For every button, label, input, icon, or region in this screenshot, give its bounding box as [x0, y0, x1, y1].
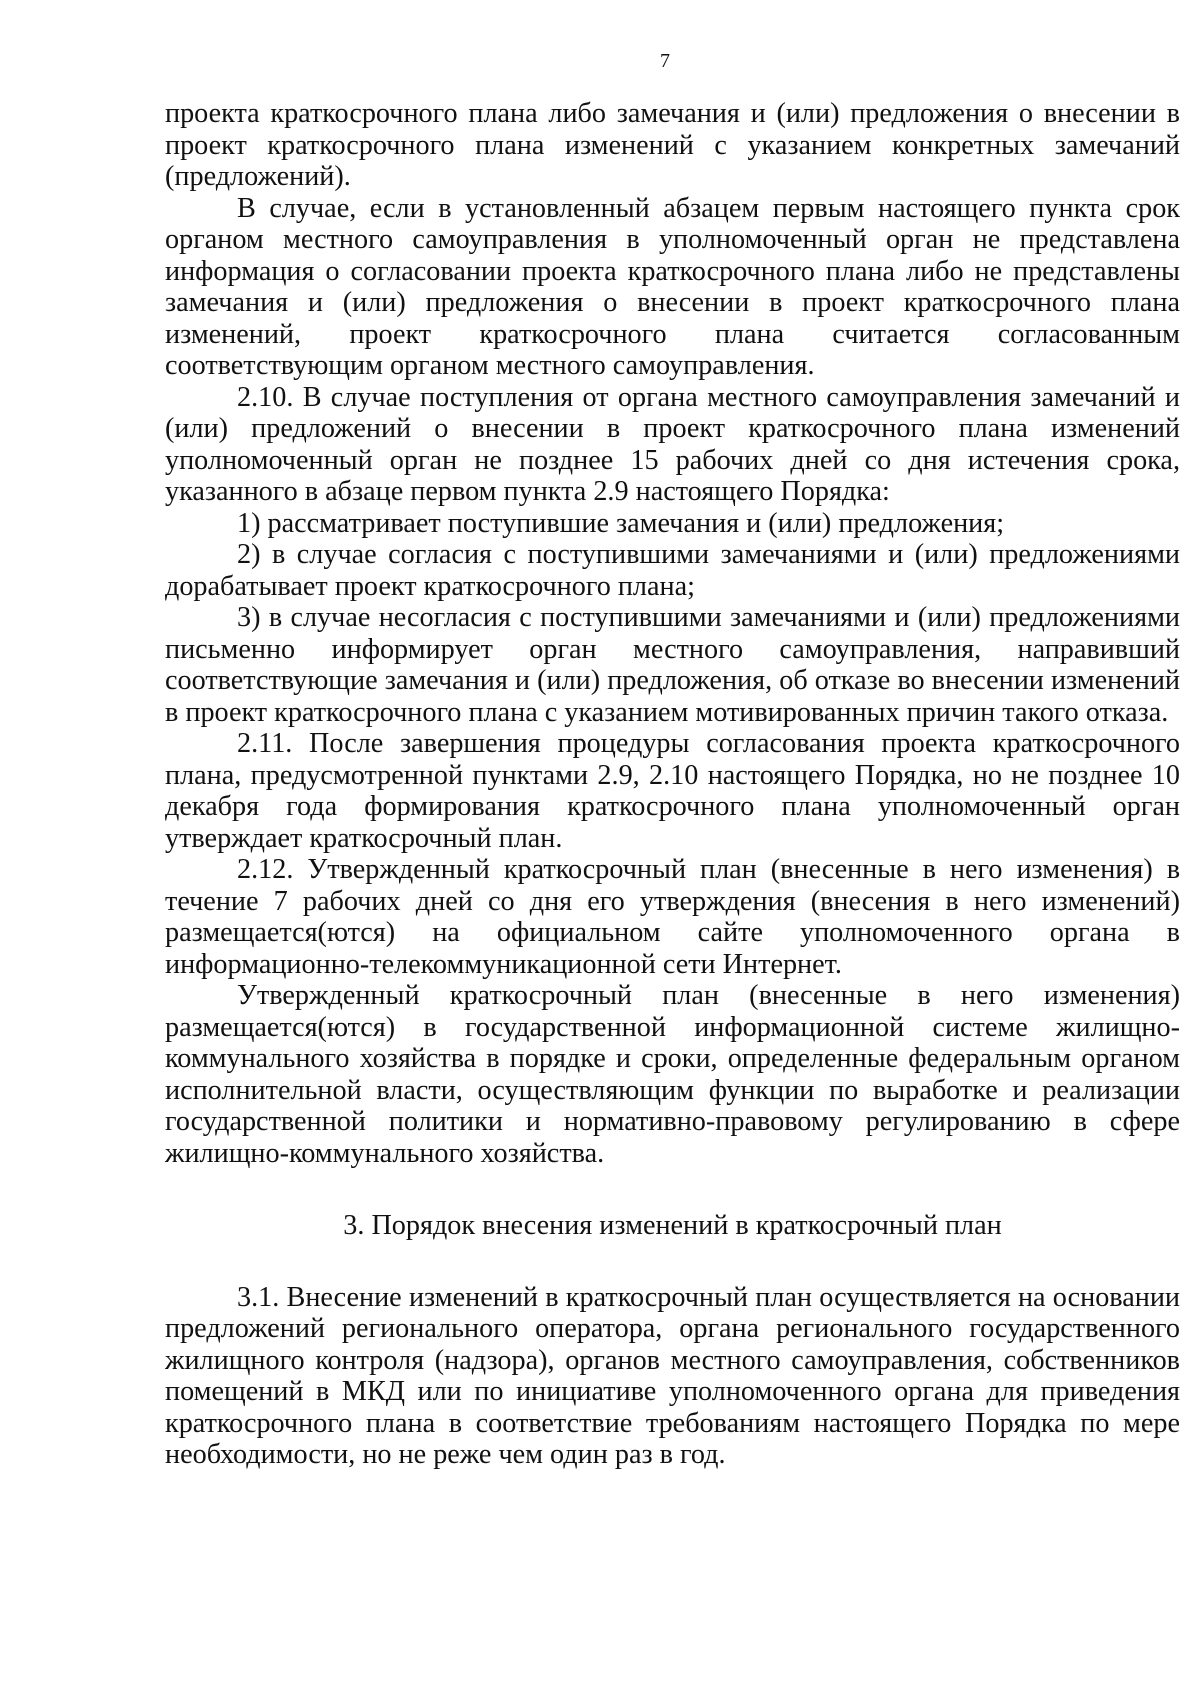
list-item-2: 2) в случае согласия с поступившими замечаниями и (или) предложениями дорабатывает проект краткосрочного плана; [165, 539, 1180, 602]
paragraph-continuation: проекта краткосрочного плана либо замечания и (или) предложения о внесении в проект краткосрочного плана изменений с указанием конкретных замечаний (предложений). [165, 98, 1180, 192]
paragraph-2-11: 2.11. После завершения процедуры согласования проекта краткосрочного плана, предусмотренной пунктами 2.9, 2.10 настоящего Порядка, но не позднее 10 декабря года формирования краткосрочного плана уполномоченный орган утверждает краткосрочный план. [165, 728, 1180, 854]
list-item-1: 1) рассматривает поступившие замечания и (или) предложения; [237, 507, 1005, 539]
paragraph-gis-housing: Утвержденный краткосрочный план (внесенные в него изменения) размещается(ются) в государственной информационной системе жилищно-коммунального хозяйства в порядке и сроки, определенные федеральным органом исполнительной власти, осуществляющим функции по выработке и реализации государственной политики и нормативно-правовому регулированию в сфере жилищно-коммунального хозяйства. [165, 980, 1180, 1169]
document-body [165, 98, 1180, 1471]
paragraph-3-1: 3.1. Внесение изменений в краткосрочный план осуществляется на основании предложений регионального оператора, органа регионального государственного жилищного контроля (надзора), органов местного самоуправления, собственников помещений в МКД или по инициативе уполномоченного органа для приведения краткосрочного плана в соответствие требованиям настоящего Порядка по мере необходимости, но не реже чем один раз в год. [165, 1281, 1180, 1470]
page-number: 7 [660, 50, 670, 72]
list-item-3: 3) в случае несогласия с поступившими замечаниями и (или) предложениями письменно информирует орган местного самоуправления, направивший соответствующие замечания и (или) предложения, об отказе во внесении изменений в проект краткосрочного плана с указанием мотивированных причин такого отказа. [165, 602, 1180, 728]
paragraph-2-10: 2.10. В случае поступления от органа местного самоуправления замечаний и (или) предложений о внесении в проект краткосрочного плана изменений уполномоченный орган не позднее 15 рабочих дней со дня истечения срока, указанного в абзаце первом пункта 2.9 настоящего Порядка: [165, 381, 1180, 507]
section-heading: 3. Порядок внесения изменений в краткосрочный план [343, 1210, 1002, 1241]
paragraph-agreement-deadline: В случае, если в установленный абзацем первым настоящего пункта срок органом местного самоуправления в уполномоченный орган не представлена информация о согласовании проекта краткосрочного плана либо не представлены замечания и (или) предложения о внесении в проект краткосрочного плана изменений, проект краткосрочного плана считается согласованным соответствующим органом местного самоуправления. [165, 192, 1180, 381]
paragraph-2-12: 2.12. Утвержденный краткосрочный план (внесенные в него изменения) в течение 7 рабочих дней со дня его утверждения (внесения в него изменений) размещается(ются) на официальном сайте уполномоченного органа в информационно-телекоммуникационной сети Интернет. [165, 854, 1180, 980]
